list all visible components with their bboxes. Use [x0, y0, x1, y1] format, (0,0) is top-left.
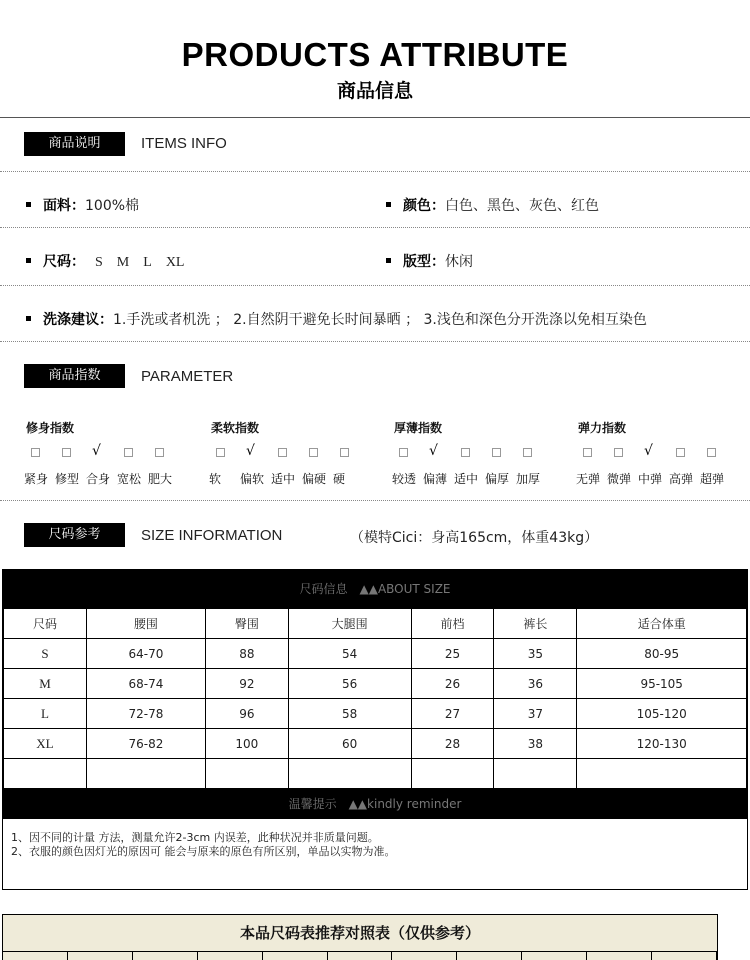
- index-option-label: 无弹: [576, 472, 601, 486]
- table-cell: 58: [288, 699, 411, 729]
- divider: [0, 171, 750, 172]
- section-label-items: 商品说明: [24, 132, 125, 156]
- index-option-label: 偏薄: [423, 472, 448, 486]
- table-cell: [4, 759, 87, 789]
- index-option-label: 中弹: [638, 472, 663, 486]
- checkbox-icon: [124, 448, 133, 457]
- wash-row: [26, 309, 647, 329]
- index-option-label: 适中: [454, 472, 479, 486]
- index-option-label: 微弹: [607, 472, 632, 486]
- column-header: 适合体重: [577, 609, 747, 639]
- table-cell: [205, 759, 288, 789]
- checkbox-icon: [461, 448, 470, 457]
- table-cell: 28: [411, 729, 494, 759]
- table-row: [4, 759, 747, 789]
- index-option-label: 软: [209, 472, 222, 486]
- table-cell: 38: [494, 729, 577, 759]
- note-line: 2、衣服的颜色因灯光的原因可 能会与原来的原色有所区别，单品以实物为准。: [11, 845, 396, 858]
- size-option: M: [116, 255, 130, 270]
- reference-table: [2, 914, 718, 960]
- size-table: [2, 569, 748, 890]
- section-en-parameter: PARAMETER: [141, 368, 234, 385]
- index-title: 修身指数: [26, 421, 75, 435]
- checkbox-icon: [583, 448, 592, 457]
- table-cell: 36: [494, 669, 577, 699]
- check-mark-icon: √: [92, 443, 101, 459]
- index-option-label: 加厚: [516, 472, 541, 486]
- table-cell: 25: [411, 639, 494, 669]
- size-key: 尺码：: [43, 254, 85, 270]
- table-cell: 100: [205, 729, 288, 759]
- fabric-value: 100%棉: [85, 198, 140, 214]
- checkbox-icon: [676, 448, 685, 457]
- bullet-icon: [386, 258, 391, 263]
- reference-title: 本品尺码表推荐对照表（仅供参考）: [239, 924, 480, 942]
- table-cell: 80-95: [577, 639, 747, 669]
- size-grid: [3, 608, 747, 789]
- index-option-label: 紧身: [24, 472, 49, 486]
- index-option-label: 偏硬: [302, 472, 327, 486]
- column-header: 前档: [411, 609, 494, 639]
- size-table-title: 尺码信息 ▲▲ABOUT SIZE: [3, 570, 747, 608]
- fabric-row: [26, 195, 139, 215]
- checkbox-icon: [216, 448, 225, 457]
- checkbox-icon: [399, 448, 408, 457]
- style-key: 版型：: [403, 254, 445, 270]
- bullet-icon: [26, 258, 31, 263]
- section-en-size: SIZE INFORMATION: [141, 527, 283, 544]
- table-cell: 120-130: [577, 729, 747, 759]
- table-cell: 95-105: [577, 669, 747, 699]
- section-en-items: ITEMS INFO: [141, 135, 227, 152]
- checkbox-icon: [707, 448, 716, 457]
- table-cell: 64-70: [86, 639, 205, 669]
- bullet-icon: [26, 316, 31, 321]
- table-cell: 88: [205, 639, 288, 669]
- page-subtitle: 商品信息: [336, 80, 413, 102]
- divider: [0, 117, 750, 118]
- wash-value: 1.手洗或者机洗 ； 2.自然阴干避免长时间暴晒 ； 3.浅色和深色分开洗涤以免相互染色: [113, 312, 647, 328]
- table-cell: 37: [494, 699, 577, 729]
- table-cell: 105-120: [577, 699, 747, 729]
- reminder-title: 温馨提示 ▲▲kindly reminder: [3, 789, 747, 819]
- color-key: 颜色：: [403, 198, 445, 214]
- divider: [0, 341, 750, 342]
- table-cell: 60: [288, 729, 411, 759]
- size-row: [26, 251, 188, 271]
- index-option-label: 硬: [333, 472, 346, 486]
- section-label-parameter: 商品指数: [24, 364, 125, 388]
- column-header: 腰围: [86, 609, 205, 639]
- index-option-label: 超弹: [700, 472, 725, 486]
- index-option-label: 适中: [271, 472, 296, 486]
- table-cell: [288, 759, 411, 789]
- table-cell: 54: [288, 639, 411, 669]
- divider: [0, 285, 750, 286]
- model-note: （模特Cici：身高165cm，体重43kg）: [350, 530, 599, 546]
- table-cell: 76-82: [86, 729, 205, 759]
- checkbox-icon: [62, 448, 71, 457]
- check-mark-icon: √: [246, 443, 255, 459]
- checkbox-icon: [340, 448, 349, 457]
- index-option-label: 合身: [86, 472, 111, 486]
- size-option: S: [95, 255, 103, 270]
- index-option-label: 偏厚: [485, 472, 510, 486]
- table-cell: XL: [4, 729, 87, 759]
- checkbox-icon: [155, 448, 164, 457]
- column-header: 臀围: [205, 609, 288, 639]
- index-title: 厚薄指数: [394, 421, 443, 435]
- wash-key: 洗涤建议：: [43, 312, 113, 328]
- color-value: 白色、黑色、灰色、红色: [445, 198, 599, 214]
- table-cell: [494, 759, 577, 789]
- index-option-label: 修型: [55, 472, 80, 486]
- size-option: L: [143, 255, 152, 270]
- section-label-size: 尺码参考: [24, 523, 125, 547]
- table-cell: 68-74: [86, 669, 205, 699]
- table-cell: L: [4, 699, 87, 729]
- column-header: 裤长: [494, 609, 577, 639]
- checkbox-icon: [31, 448, 40, 457]
- check-mark-icon: √: [429, 443, 438, 459]
- index-title: 柔软指数: [211, 421, 260, 435]
- table-cell: 96: [205, 699, 288, 729]
- table-cell: S: [4, 639, 87, 669]
- style-value: 休闲: [445, 254, 473, 270]
- table-cell: [411, 759, 494, 789]
- table-cell: 27: [411, 699, 494, 729]
- table-row: [4, 639, 747, 669]
- page-title: PRODUCTS ATTRIBUTE: [181, 36, 569, 73]
- note-line: 1、因不同的计量 方法，测量允许2-3cm 内误差，此种状况并非质量问题。: [11, 831, 379, 844]
- bullet-icon: [386, 202, 391, 207]
- color-row: [386, 195, 599, 215]
- reminder-notes: [3, 819, 747, 889]
- table-row: [4, 699, 747, 729]
- fabric-key: 面料：: [43, 198, 85, 214]
- table-cell: 72-78: [86, 699, 205, 729]
- column-header: 大腿围: [288, 609, 411, 639]
- bullet-icon: [26, 202, 31, 207]
- checkbox-icon: [614, 448, 623, 457]
- checkbox-icon: [278, 448, 287, 457]
- table-cell: 35: [494, 639, 577, 669]
- table-cell: 92: [205, 669, 288, 699]
- index-option-label: 肥大: [148, 472, 173, 486]
- index-option-label: 偏软: [240, 472, 265, 486]
- column-header: 尺码: [4, 609, 87, 639]
- style-row: [386, 251, 473, 271]
- checkbox-icon: [492, 448, 501, 457]
- divider: [0, 500, 750, 501]
- table-row: [4, 669, 747, 699]
- checkbox-icon: [523, 448, 532, 457]
- index-option-label: 高弹: [669, 472, 694, 486]
- table-cell: 26: [411, 669, 494, 699]
- index-option-label: 宽松: [117, 472, 142, 486]
- reference-columns: [3, 951, 717, 960]
- size-option: XL: [165, 255, 185, 270]
- table-cell: 56: [288, 669, 411, 699]
- table-row: [4, 729, 747, 759]
- table-cell: M: [4, 669, 87, 699]
- checkbox-icon: [309, 448, 318, 457]
- index-title: 弹力指数: [578, 421, 627, 435]
- table-cell: [577, 759, 747, 789]
- index-option-label: 较透: [392, 472, 417, 486]
- table-cell: [86, 759, 205, 789]
- divider: [0, 227, 750, 228]
- check-mark-icon: √: [644, 443, 653, 459]
